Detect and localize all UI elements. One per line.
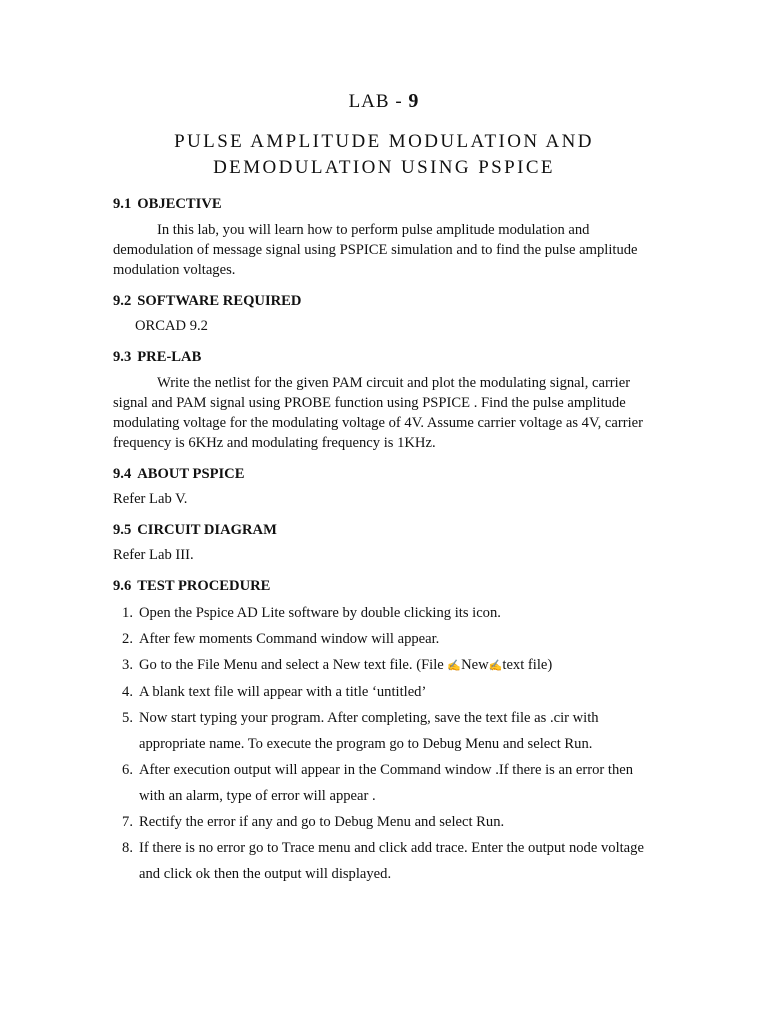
prelab-text: Write the netlist for the given PAM circuit and plot the modulating signal, carrier signal and PAM signal using PROBE function using PSPICE . Find the pulse amplitude modulating voltage for the modulating voltage of 4V. Assume carrier voltage as 4V, carrier frequency is 6KHz and modulating frequency is 1KHz.: [113, 375, 643, 451]
list-item: [113, 835, 653, 887]
section-number: 9.2: [113, 293, 132, 309]
procedure-list: [113, 600, 653, 887]
section-paragraph: [113, 373, 653, 453]
section-title: PRE-LAB: [137, 349, 202, 365]
section-title: ABOUT PSPICE: [137, 466, 245, 482]
step-text: New: [461, 657, 489, 673]
section-heading: [113, 520, 653, 540]
list-item: [113, 679, 653, 705]
section-title: SOFTWARE REQUIRED: [137, 293, 302, 309]
section-number: 9.6: [113, 578, 132, 594]
section-software: [113, 291, 653, 336]
section-number: 9.1: [113, 196, 132, 212]
section-title: CIRCUIT DIAGRAM: [137, 522, 277, 538]
step-text: After few moments Command window will appear.: [139, 631, 440, 647]
step-text: Open the Pspice AD Lite software by double clicking its icon.: [139, 605, 501, 621]
list-item: [113, 626, 653, 652]
section-paragraph: [113, 220, 653, 280]
step-text: Now start typing your program. After completing, save the text file as .cir with appropriate name. To execute the program go to Debug Menu and select Run.: [139, 710, 599, 752]
step-text: Rectify the error if any and go to Debug Menu and select Run.: [139, 814, 505, 830]
section-number: 9.5: [113, 522, 132, 538]
objective-text: In this lab, you will learn how to perform pulse amplitude modulation and demodulation of message signal using PSPICE simulation and to find the pulse amplitude modulation voltages.: [113, 222, 638, 278]
step-text: Go to the File Menu and select a New text file. (File: [139, 657, 448, 673]
section-circuit: [113, 520, 653, 565]
section-about: [113, 464, 653, 509]
page-title: [0, 129, 768, 181]
section-procedure: [113, 576, 653, 887]
lab-prefix: LAB -: [348, 91, 409, 112]
title-line-2: DEMODULATION USING PSPICE: [213, 157, 555, 178]
step-text: If there is no error go to Trace menu and click add trace. Enter the output node voltage and click ok then the output will displayed.: [139, 840, 644, 882]
section-prelab: [113, 347, 653, 453]
step-number: 1.: [122, 605, 133, 621]
step-number: 3.: [122, 657, 133, 673]
circuit-text: Refer Lab III.: [113, 547, 194, 563]
step-text: A blank text file will appear with a title ‘untitled’: [139, 684, 427, 700]
step-number: 6.: [122, 762, 133, 778]
section-heading: [113, 464, 653, 484]
step-number: 4.: [122, 684, 133, 700]
step-text: After execution output will appear in the Command window .If there is an error then with an alarm, type of error will appear .: [139, 762, 634, 804]
lab-number: 9: [408, 90, 420, 112]
step-number: 2.: [122, 631, 133, 647]
title-line-1: PULSE AMPLITUDE MODULATION AND: [174, 131, 594, 152]
section-heading: [113, 194, 653, 214]
section-number: 9.3: [113, 349, 132, 365]
document-body: [113, 194, 653, 887]
about-text: Refer Lab V.: [113, 491, 188, 507]
section-title: OBJECTIVE: [137, 196, 222, 212]
lab-title: [0, 90, 768, 113]
section-title: TEST PROCEDURE: [137, 578, 271, 594]
pen-arrow-icon: ✍: [488, 660, 503, 672]
list-item: [113, 757, 653, 809]
section-number: 9.4: [113, 466, 132, 482]
list-item: [113, 705, 653, 757]
list-item: [113, 809, 653, 835]
software-text: ORCAD 9.2: [135, 318, 208, 334]
step-text: text file): [502, 657, 553, 673]
step-number: 8.: [122, 840, 133, 856]
section-heading: [113, 291, 653, 311]
section-heading: [113, 347, 653, 367]
list-item: [113, 652, 653, 679]
step-number: 7.: [122, 814, 133, 830]
pen-arrow-icon: ✍: [447, 660, 462, 672]
list-item: [113, 600, 653, 626]
step-number: 5.: [122, 710, 133, 726]
section-objective: [113, 194, 653, 280]
section-heading: [113, 576, 653, 596]
